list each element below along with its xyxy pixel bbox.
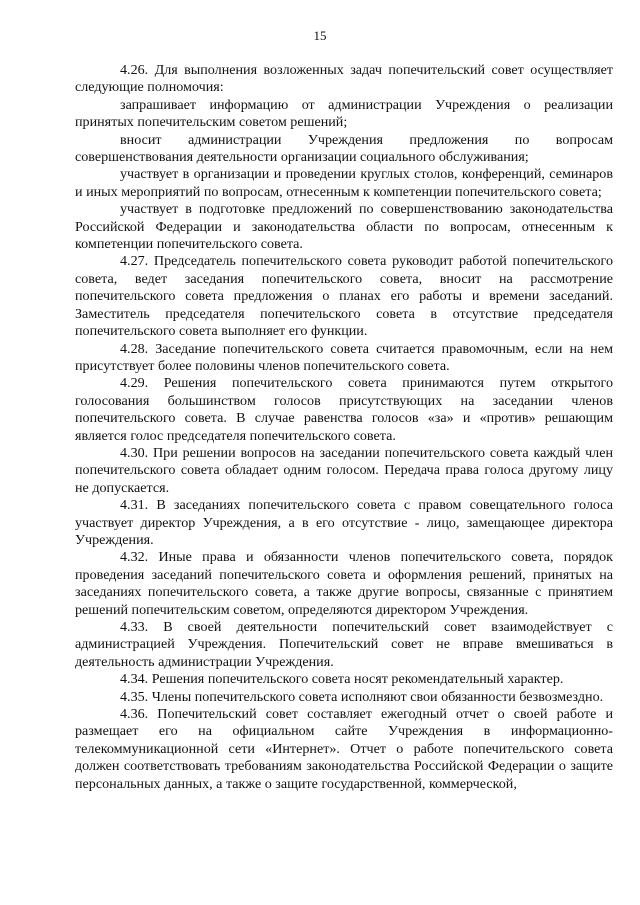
paragraph-submit-proposals: вносит администрации Учреждения предложения по вопросам совершенствования деятельности организации социального обслуживания; bbox=[75, 131, 613, 166]
paragraph-4-29: 4.29. Решения попечительского совета принимаются путем открытого голосования большинством голосов присутствующих на заседании членов попечительского совета. В случае равенства голосов «за» и «против» решающим является голос председателя попечительского совета. bbox=[75, 375, 613, 444]
paragraph-4-34: 4.34. Решения попечительского совета носят рекомендательный характер. bbox=[120, 671, 564, 688]
paragraph-4-32: 4.32. Иные права и обязанности членов попечительского совета, порядок проведения заседаний попечительского совета и оформления решений, принятых на заседаниях попечительского совета, а также другие вопросы, связанные с принятием решений попечительским советом, определяются директором Учреждения. bbox=[75, 549, 613, 618]
paragraph-4-31: 4.31. В заседаниях попечительского совета с правом совещательного голоса участвует директор Учреждения, а в его отсутствие - лицо, замещающее директора Учреждения. bbox=[75, 497, 613, 548]
paragraph-4-26: 4.26. Для выполнения возложенных задач попечительский совет осуществляет следующие полномочия: bbox=[75, 62, 613, 96]
paragraph-participate-legislation: участвует в подготовке предложений по совершенствованию законодательства Российской Федерации и законодательства области по вопросам, отнесенным к компетенции попечительского совета. bbox=[75, 201, 613, 253]
page-number: 15 bbox=[313, 28, 327, 43]
paragraph-4-36: 4.36. Попечительский совет составляет ежегодный отчет о своей работе и размещает его на официальном сайте Учреждения в информационно-телекоммуникационной сети «Интернет». Отчет о работе попечительского совета должен соответствовать требованиям законодательства Российской Федерации о защите персональных данных, а также о защите государственной, коммерческой, bbox=[75, 706, 613, 792]
paragraph-participate-events: участвует в организации и проведении круглых столов, конференций, семинаров и иных мероприятий по вопросам, отнесенным к компетенции попечительского совета; bbox=[75, 166, 613, 200]
paragraph-4-28: 4.28. Заседание попечительского совета считается правомочным, если на нем присутствует более половины членов попечительского совета. bbox=[75, 340, 613, 374]
paragraph-request-info: запрашивает информацию от администрации Учреждения о реализации принятых попечительским советом решений; bbox=[75, 96, 613, 131]
paragraph-4-33: 4.33. В своей деятельности попечительский совет взаимодействует с администрацией Учреждения. Попечительский совет не вправе вмешиваться в деятельность администрации Учреждения. bbox=[75, 619, 613, 670]
paragraph-4-27: 4.27. Председатель попечительского совета руководит работой попечительского совета, ведет заседания попечительского совета, вносит на рассмотрение попечительского совета предложения о планах его работы и времени заседаний. Заместитель председателя попечительского совета в отсутствие председателя попечительского совета выполняет его функции. bbox=[75, 253, 613, 340]
paragraph-4-35: 4.35. Члены попечительского совета исполняют свои обязанности безвозмездно. bbox=[120, 688, 604, 705]
paragraph-4-30: 4.30. При решении вопросов на заседании попечительского совета каждый член попечительского совета обладает одним голосом. Передача права голоса другому лицу не допускается. bbox=[75, 444, 613, 496]
document-body bbox=[75, 62, 613, 793]
